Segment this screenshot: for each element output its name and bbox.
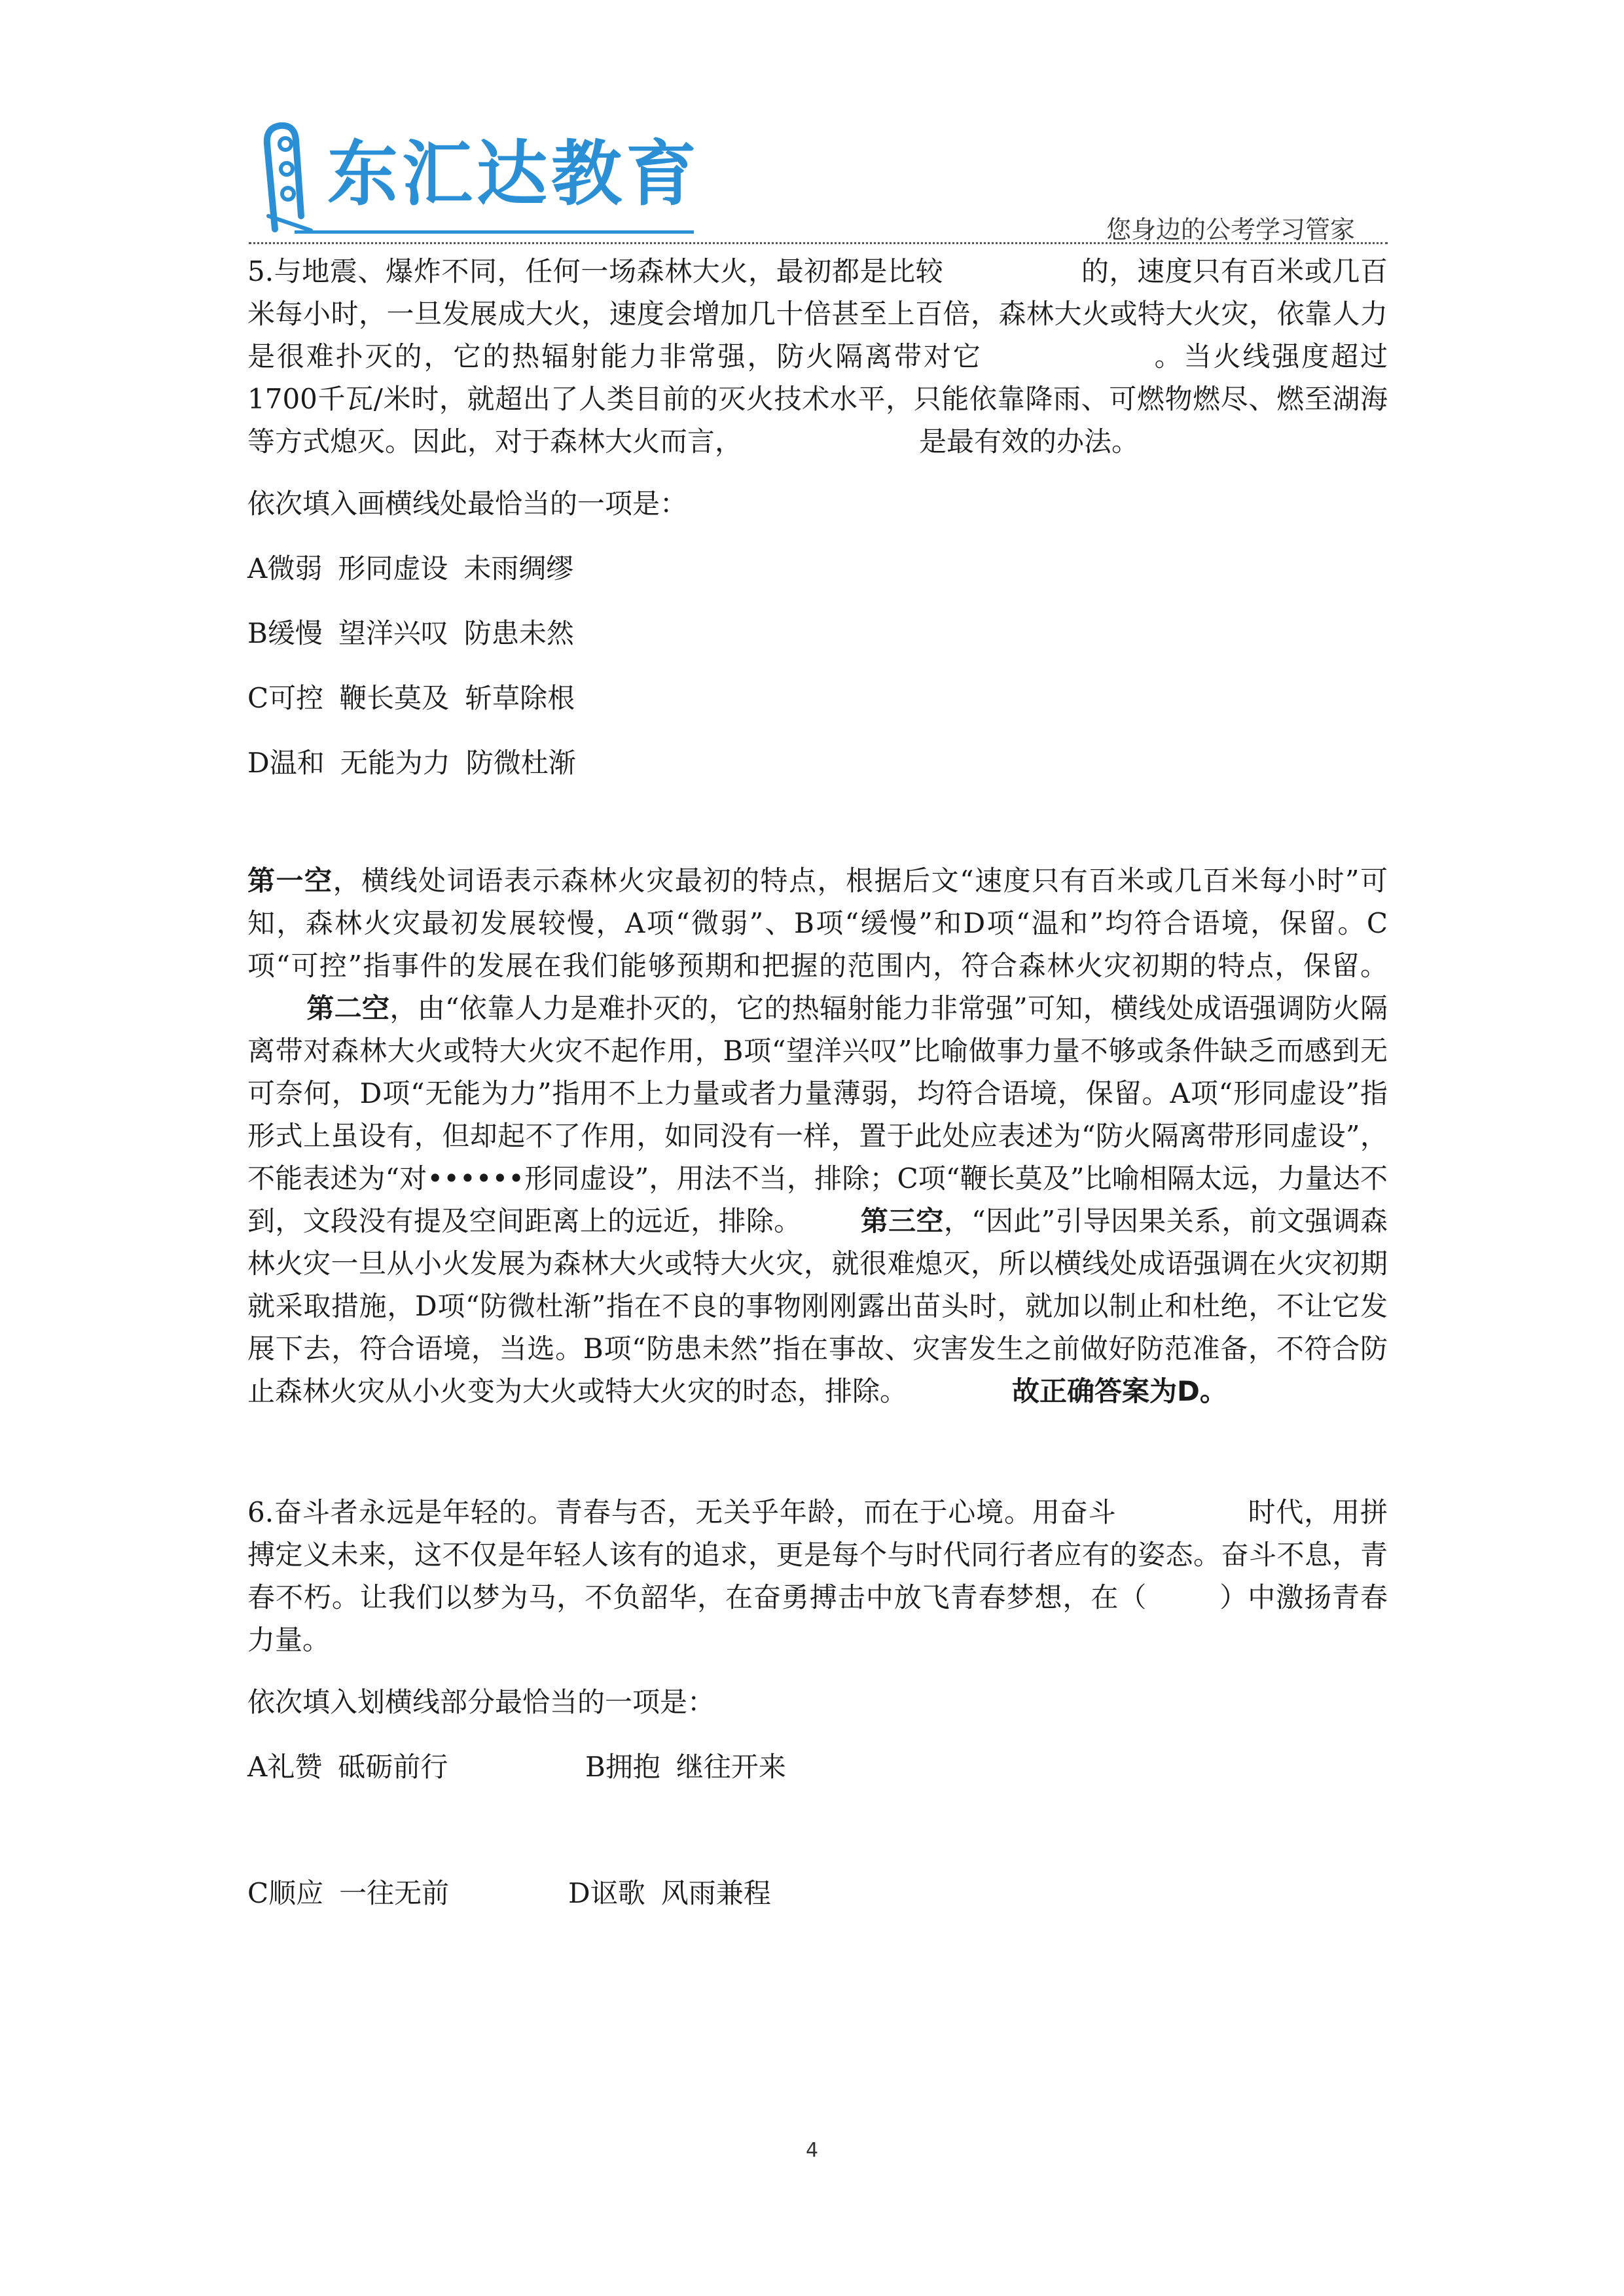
option-word: 一往无前 (339, 1877, 450, 1909)
option-word: 拥抱 (605, 1751, 660, 1783)
q6-option-d (568, 1872, 771, 1914)
analysis-heading-1: 第一空 (247, 865, 333, 897)
q5-option-b (247, 612, 1388, 655)
q6-option-b (585, 1746, 786, 1788)
q6-stem-part-1: 6.奋斗者永远是年轻的。青春与否，无关乎年龄，而在于心境。用奋斗 (247, 1496, 1117, 1528)
q6-stem-part-3: ）中激扬青春力量。 (247, 1581, 1388, 1656)
q5-stem-part-3: 。当火线强度超过1700千瓦/米时，就超出了人类目前的灭火技术水平，只能依靠降雨、可燃物燃尽、燃至湖海等方式熄灭。因此，对于森林大火而言， (247, 340, 1388, 457)
question-6-prompt: 依次填入划横线部分最恰当的一项是： (247, 1686, 715, 1718)
option-word: 斩草除根 (465, 682, 575, 714)
option-word: 形同虚设 (338, 552, 448, 584)
page-content (247, 250, 1388, 1914)
analysis-text-2: ，由“依靠人力是难扑灭的，它的热辐射能力非常强”可知，横线处成语强调防火隔离带对森林大火或特大火灾不起作用，B项“望洋兴叹”比喻做事力量不够或条件缺乏而感到无可奈何，D项“无能为力”指用不上力量或者力量薄弱，均符合语境，保留。A项“形同虚设”指形式上虽设有，但却起不了作用，如同没有一样，置于此处应表述为“防火隔离带形同虚设”，不能表述为“对••••••形同虚设”，用法不当，排除；C项“鞭长莫及”比喻相隔太远，力量达不到，文段没有提及空间距离上的远近，排除。 (247, 992, 1388, 1237)
q6-stem-part-2: 时代，用拼搏定义未来，这不仅是年轻人该有的追求，更是每个与时代同行者应有的姿态。奋斗不息，青春不朽。让我们以梦为马，不负韶华，在奋勇搏击中放飞青春梦想，在（ (247, 1496, 1388, 1613)
option-word: 温和 (269, 747, 325, 779)
option-word: 微弱 (267, 552, 323, 584)
option-letter: A (247, 552, 268, 584)
question-5-analysis (247, 859, 1388, 1412)
option-word: 防患未然 (463, 617, 574, 649)
option-letter: B (585, 1751, 605, 1783)
option-letter: C (247, 682, 269, 714)
analysis-heading-2: 第二空 (306, 992, 390, 1024)
q5-stem-part-1: 5.与地震、爆炸不同，任何一场森林大火，最初都是比较 (247, 255, 944, 287)
q6-options-row-2 (247, 1872, 1388, 1914)
option-letter: D (568, 1877, 590, 1909)
page-number: 4 (805, 2139, 819, 2162)
analysis-heading-3: 第三空 (860, 1205, 944, 1237)
q6-options-row-1 (247, 1746, 1388, 1788)
analysis-text-3: ，“因此”引导因果关系，前文强调森林火灾一旦从小火发展为森林大火或特大火灾，就很难熄灭，所以横线处成语强调在火灾初期就采取措施，D项“防微杜渐”指在不良的事物刚刚露出苗头时，就加以制止和杜绝，不让它发展下去，符合语境，当选。B项“防患未然”指在事故、灾害发生之前做好防范准备，不符合防止森林火灾从小火变为大火或特大火灾的时态，排除。 (247, 1205, 1388, 1407)
option-word: 未雨绸缪 (463, 552, 574, 584)
analysis-text-1: ，横线处词语表示森林火灾最初的特点，根据后文“速度只有百米或几百米每小时”可知，森林火灾最初发展较慢，A项“微弱”、B项“缓慢”和D项“温和”均符合语境，保留。C项“可控”指事件的发展在我们能够预期和把握的范围内，符合森林火灾初期的特点，保留。 (247, 865, 1388, 982)
q5-stem-part-4: 是最有效的办法。 (919, 425, 1140, 457)
q5-option-c (247, 677, 1388, 719)
option-letter: C (247, 1877, 269, 1909)
option-word: 继往开来 (676, 1751, 786, 1783)
q6-option-a (247, 1746, 585, 1788)
option-word: 砥砺前行 (338, 1751, 448, 1783)
q5-option-a (247, 547, 1388, 590)
option-word: 鞭长莫及 (339, 682, 450, 714)
pen-icon (249, 118, 321, 236)
option-letter: A (247, 1751, 268, 1783)
option-word: 缓慢 (267, 617, 323, 649)
option-word: 风雨兼程 (660, 1877, 771, 1909)
question-6-stem (247, 1491, 1388, 1661)
q5-option-d (247, 742, 1388, 784)
q5-stem-part-2: 的，速度只有百米或几百米每小时，一旦发展成大火，速度会增加几十倍甚至上百倍，森林大火或特大火灾，依靠人力是很难扑灭的，它的热辐射能力非常强，防火隔离带对它 (247, 255, 1388, 372)
option-word: 礼赞 (267, 1751, 323, 1783)
logo (249, 118, 707, 236)
answer-conclusion: 故正确答案为D。 (1012, 1375, 1227, 1407)
option-word: 顺应 (268, 1877, 324, 1909)
option-letter: D (247, 747, 270, 779)
page-header (249, 111, 1394, 245)
logo-underline (295, 230, 694, 234)
header-divider (249, 242, 1388, 244)
q6-option-c (247, 1872, 568, 1914)
option-word: 防微杜渐 (465, 747, 576, 779)
option-word: 无能为力 (340, 747, 450, 779)
option-letter: B (247, 617, 268, 649)
option-word: 可控 (268, 682, 324, 714)
header-tagline: 您身边的公考学习管家 (1106, 215, 1355, 244)
option-word: 讴歌 (590, 1877, 645, 1909)
question-5-prompt: 依次填入画横线处最恰当的一项是： (247, 488, 688, 520)
option-word: 望洋兴叹 (338, 617, 448, 649)
logo-text: 东汇达教育 (327, 134, 701, 215)
question-5-stem (247, 250, 1388, 463)
